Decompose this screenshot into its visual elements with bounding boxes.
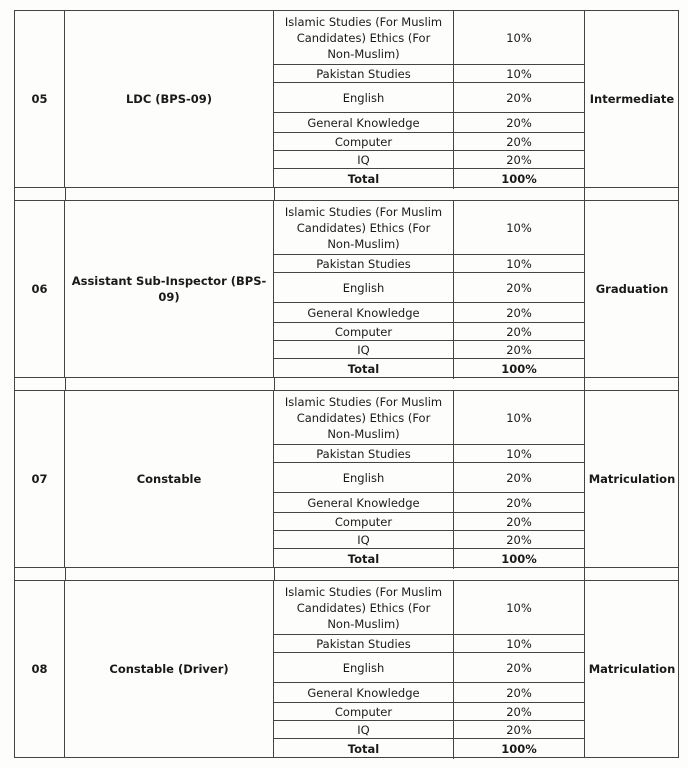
subject-row xyxy=(274,683,584,703)
subject-percentage: 10% xyxy=(506,30,532,45)
subject-percentage: 10% xyxy=(506,410,532,425)
subject-row xyxy=(274,463,584,493)
subject-list xyxy=(274,11,584,187)
subject-percentage: 20% xyxy=(506,495,532,510)
subject-name: Total xyxy=(274,739,454,759)
subject-row xyxy=(274,65,584,83)
exam-syllabus-table xyxy=(14,10,679,758)
total-row xyxy=(274,359,584,379)
post-block xyxy=(14,390,679,568)
subject-row xyxy=(274,133,584,151)
serial-number: 08 xyxy=(15,581,65,757)
subject-name: General Knowledge xyxy=(274,683,454,702)
subject-name: Total xyxy=(274,549,454,569)
subject-row xyxy=(274,703,584,721)
total-row xyxy=(274,739,584,759)
subject-name: Islamic Studies (For Muslim Candidates) Ethics (For Non-Muslim) xyxy=(274,581,454,634)
subject-row xyxy=(274,513,584,531)
subject-row xyxy=(274,323,584,341)
subject-name: General Knowledge xyxy=(274,303,454,322)
subject-percentage: 20% xyxy=(506,470,532,485)
subject-percentage: 100% xyxy=(501,742,537,756)
subject-name: IQ xyxy=(274,151,454,168)
subject-percentage: 20% xyxy=(506,685,532,700)
subject-percentage: 20% xyxy=(506,532,532,547)
subject-name: General Knowledge xyxy=(274,493,454,512)
row-separator xyxy=(14,568,679,580)
subject-percentage: 20% xyxy=(506,115,532,130)
subject-name: Pakistan Studies xyxy=(274,635,454,652)
subject-percentage: 20% xyxy=(506,342,532,357)
subject-row xyxy=(274,493,584,513)
subject-percentage: 20% xyxy=(506,324,532,339)
subject-row xyxy=(274,445,584,463)
subject-row xyxy=(274,255,584,273)
subject-name: IQ xyxy=(274,531,454,548)
post-block xyxy=(14,580,679,758)
subject-row xyxy=(274,303,584,323)
subject-percentage: 20% xyxy=(506,660,532,675)
subject-name: English xyxy=(274,653,454,682)
subject-name: Computer xyxy=(274,513,454,530)
subject-row xyxy=(274,201,584,255)
subject-name: English xyxy=(274,273,454,302)
qualification: Intermediate xyxy=(584,11,679,187)
subject-row xyxy=(274,391,584,445)
subject-percentage: 20% xyxy=(506,90,532,105)
subject-name: Pakistan Studies xyxy=(274,255,454,272)
serial-number: 05 xyxy=(15,11,65,187)
subject-name: English xyxy=(274,83,454,112)
subject-name: IQ xyxy=(274,341,454,358)
row-separator xyxy=(14,188,679,200)
subject-name: Islamic Studies (For Muslim Candidates) Ethics (For Non-Muslim) xyxy=(274,391,454,444)
subject-list xyxy=(274,581,584,757)
subject-percentage: 100% xyxy=(501,552,537,566)
subject-name: General Knowledge xyxy=(274,113,454,132)
subject-percentage: 10% xyxy=(506,600,532,615)
subject-percentage: 10% xyxy=(506,636,532,651)
qualification: Matriculation xyxy=(584,581,679,757)
post-name: LDC (BPS-09) xyxy=(65,11,274,187)
subject-name: Computer xyxy=(274,323,454,340)
subject-percentage: 20% xyxy=(506,514,532,529)
qualification: Graduation xyxy=(584,201,679,377)
subject-percentage: 20% xyxy=(506,152,532,167)
row-separator xyxy=(14,378,679,390)
subject-row xyxy=(274,531,584,549)
subject-name: Total xyxy=(274,359,454,379)
total-row xyxy=(274,549,584,569)
subject-row xyxy=(274,635,584,653)
subject-percentage: 100% xyxy=(501,172,537,186)
subject-name: Total xyxy=(274,169,454,189)
subject-name: Islamic Studies (For Muslim Candidates) Ethics (For Non-Muslim) xyxy=(274,11,454,64)
subject-percentage: 20% xyxy=(506,704,532,719)
subject-name: Computer xyxy=(274,133,454,150)
subject-name: Islamic Studies (For Muslim Candidates) Ethics (For Non-Muslim) xyxy=(274,201,454,254)
total-row xyxy=(274,169,584,189)
subject-row xyxy=(274,581,584,635)
serial-number: 06 xyxy=(15,201,65,377)
post-name: Constable (Driver) xyxy=(65,581,274,757)
subject-name: IQ xyxy=(274,721,454,738)
subject-percentage: 10% xyxy=(506,66,532,81)
post-name: Assistant Sub-Inspector (BPS-09) xyxy=(65,201,274,377)
post-name: Constable xyxy=(65,391,274,567)
subject-row xyxy=(274,341,584,359)
subject-name: Pakistan Studies xyxy=(274,65,454,82)
subject-list xyxy=(274,201,584,377)
subject-name: Pakistan Studies xyxy=(274,445,454,462)
subject-row xyxy=(274,83,584,113)
subject-percentage: 20% xyxy=(506,305,532,320)
subject-percentage: 10% xyxy=(506,446,532,461)
subject-percentage: 10% xyxy=(506,220,532,235)
subject-percentage: 10% xyxy=(506,256,532,271)
subject-row xyxy=(274,11,584,65)
subject-row xyxy=(274,273,584,303)
subject-percentage: 20% xyxy=(506,280,532,295)
subject-percentage: 20% xyxy=(506,134,532,149)
subject-percentage: 20% xyxy=(506,722,532,737)
serial-number: 07 xyxy=(15,391,65,567)
subject-row xyxy=(274,653,584,683)
subject-name: English xyxy=(274,463,454,492)
subject-row xyxy=(274,113,584,133)
subject-row xyxy=(274,721,584,739)
post-block xyxy=(14,200,679,378)
qualification: Matriculation xyxy=(584,391,679,567)
subject-percentage: 100% xyxy=(501,362,537,376)
post-block xyxy=(14,10,679,188)
subject-row xyxy=(274,151,584,169)
subject-name: Computer xyxy=(274,703,454,720)
subject-list xyxy=(274,391,584,567)
